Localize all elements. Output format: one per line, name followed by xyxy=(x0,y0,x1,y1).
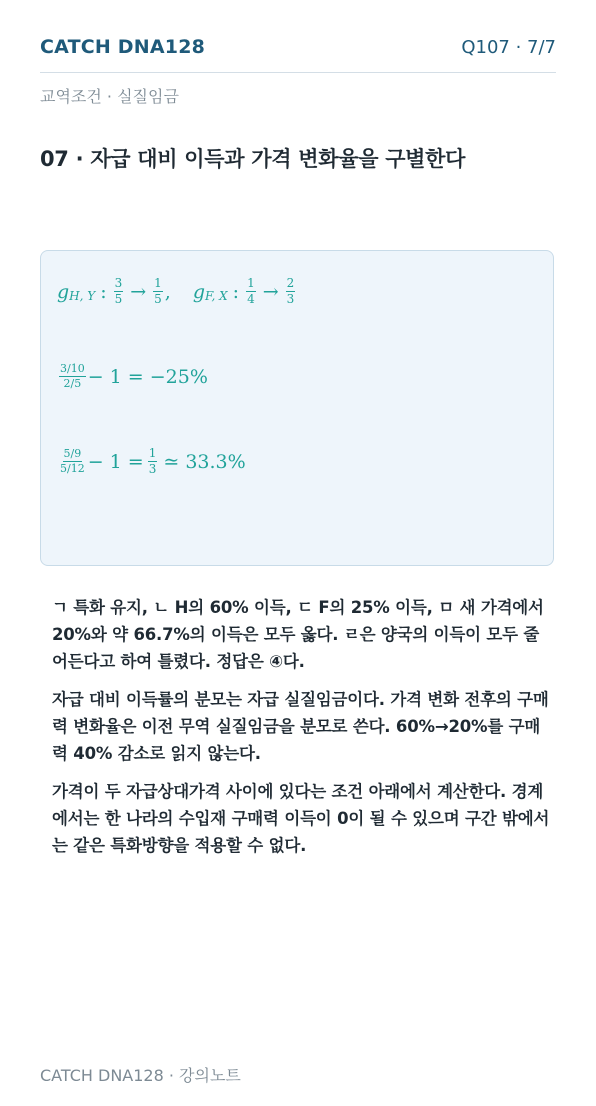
formula-var-g-hy: g xyxy=(57,280,70,303)
fraction-one-third: $\frac{1}{3}$ xyxy=(148,446,157,477)
page-header xyxy=(40,36,556,73)
fraction-hy-to: $\frac{1}{5}$ xyxy=(154,276,162,307)
formula-f-result: ≃ 33.3% xyxy=(163,450,246,473)
formula-h-result: − 1 = −25% xyxy=(87,365,208,388)
paragraph-answer: ㄱ 특화 유지, ㄴ H의 60% 이득, ㄷ F의 25% 이득, ㅁ 새 가격에서 20%와 약 66.7%의 이득은 모두 옳다. ㄹ은 양국의 이득이 모두 줄어든다고 하여 틀렸다. 정답은 ④다. xyxy=(52,598,544,671)
page-footer: CATCH DNA128 · 강의노트 xyxy=(40,1066,241,1085)
brand-title: CATCH DNA128 xyxy=(40,36,206,58)
formula-gains-of-trade: g H, Y : $\frac{3}{5}$ → $\frac{1}{5}$ , g F, X : $\frac{1}{4}$ → $\frac{2}{3}$ xyxy=(57,276,295,307)
formula-sub-fx: F, X xyxy=(205,288,228,303)
fraction-f-ratio: $\frac{5/9}{5/12}$ xyxy=(60,447,85,476)
formula-f-change xyxy=(57,447,246,476)
formula-h-change xyxy=(57,363,208,390)
fraction-fx-to: $\frac{2}{3}$ xyxy=(286,276,295,307)
formula-box xyxy=(40,250,554,566)
category-label: 교역조건 · 실질임금 xyxy=(40,87,179,106)
paragraph-condition: 가격이 두 자급상대가격 사이에 있다는 조건 아래에서 계산한다. 경계에서는 한 나라의 수입재 구매력 이득이 0이 될 수 있으며 구간 밖에서는 같은 특화방향을 적용할 수 없다. xyxy=(52,782,550,855)
section-title: 07 · 자급 대비 이득과 가격 변화율을 구별한다 xyxy=(40,147,466,171)
formula-var-g-fx: g xyxy=(192,280,206,303)
question-number: Q107 · 7/7 xyxy=(461,37,556,58)
paragraph-denominator: 자급 대비 이득률의 분모는 자급 실질임금이다. 가격 변화 전후의 구매력 변화율은 이전 무역 실질임금을 분모로 쓴다. 60%→20%를 구매력 40% 감소로 읽지 않는다. xyxy=(52,690,549,763)
fraction-h-ratio: $\frac{3/10}{2/5}$ xyxy=(60,362,85,391)
formula-f-mid: − 1 = xyxy=(87,450,144,473)
fraction-hy-from: $\frac{3}{5}$ xyxy=(114,276,123,307)
fraction-fx-from: $\frac{1}{4}$ xyxy=(247,276,255,307)
formula-sub-hy: H, Y xyxy=(69,288,96,303)
